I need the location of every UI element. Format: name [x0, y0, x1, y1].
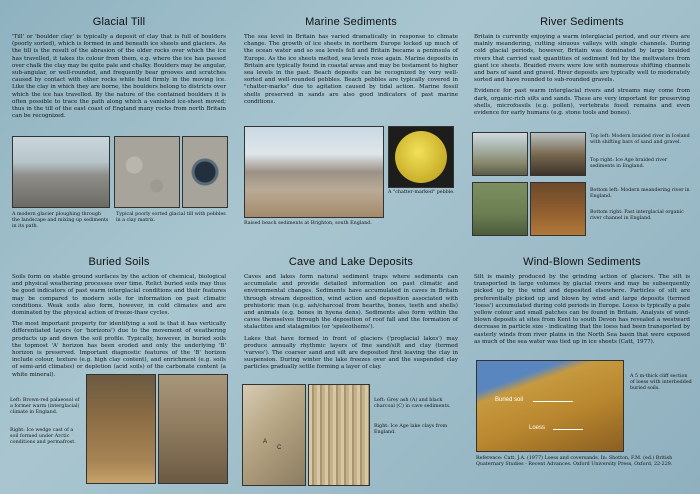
braided-river-photo: [472, 132, 528, 176]
glacier-caption: A modern glacier ploughing through the landscape and mixing up sediments in its path.: [12, 212, 109, 229]
palaeosol-photo: [86, 374, 156, 484]
river-text-1: Britain is currently enjoying a warm interglacial period, and our rivers are mainly meandering, cutting sinuous valleys with single channels. During cold glacial periods, however, Britain was dominated by large braided rivers that carried vast quantities of sediment fed by the meltwaters from giant ice sheets. Braided rivers were low with numerous shifting channels and bars of sand and gravel. River deposits are typically well to moderately sorted and have rounded to sub-rounded gravels.: [474, 34, 690, 84]
glacial-till-panel: [6, 8, 232, 246]
loess-caption: A 5 m-thick cliff section of loess with interbedded buried soils.: [630, 374, 692, 391]
marine-panel: [238, 8, 464, 246]
cave-caption-1: Left: Grey ash (A) and black charcoal (C) in cave sediments.: [374, 398, 451, 409]
cave-caption-2: Right: Ice Age lake clays from England.: [374, 424, 448, 435]
chatter-pebble-photo: [388, 126, 454, 188]
buried-soils-title: Buried Soils: [88, 256, 150, 268]
soil-caption-1: Left: Brown-red palaeosol of a former warm (interglacial) climate in England.: [10, 398, 80, 415]
glacier-photo: [12, 136, 110, 208]
buried-soils-text-2: The most important property for identifying a soil is that it has vertically differentiated layers (or 'horizons') due to the movement of weathering products up and down the soil profile. Typically, however, in buried soils the topmost 'A' horizon has been eroded and only the underlying 'B' horizon is preserved. Important diagnostic features of the 'B' horizon include colour, texture (e.g. high clay content), and enrichment (e.g. soils of semi-arid climates) or depletion (acid soils) of the carbonate content (a white mineral).: [12, 321, 226, 378]
river-caption-2: Top right: Ice Age braided river sediments in England.: [590, 158, 668, 169]
buried-soil-label: Buried soil: [495, 397, 524, 403]
ice-wedge-photo: [158, 374, 228, 484]
till-caption: Typical poorly sorted glacial till with pebbles in a clay matrix.: [116, 212, 226, 223]
cave-sediment-photo: [242, 384, 306, 486]
river-caption-1: Top left: Modern braided river in Iceland with shifting bars of sand and gravel.: [590, 134, 690, 145]
river-title: River Sediments: [540, 16, 624, 28]
loess-cliff-photo: [476, 360, 624, 452]
raised-beach-photo: [244, 126, 384, 218]
buried-soils-panel: [6, 248, 232, 492]
loess-label: Loess: [529, 425, 546, 431]
soil-caption-2: Right: Ice wedge cast of a soil formed under Arctic conditions and permafrost.: [10, 428, 76, 445]
loess-leader: [553, 429, 583, 430]
cave-text-1: Caves and lakes form natural sediment traps where sediments can accumulate and provide detailed information on past climatic and environmental changes. Sediments have accumulated in caves in Britain through stream deposition, wind action and deposition associated with prehistoric man (e.g. ash/charcoal from hearths, bones, teeth and shells) and animals (e.g. bones in hyena dens). Sediments also form within the caves themselves through the deposition of roof fall and the formation of stalactites and stalagmites (or 'speleothems').: [244, 274, 458, 331]
cave-panel: [238, 248, 464, 492]
charcoal-label: C: [277, 445, 282, 451]
marine-text: The sea level in Britain has varied dramatically in response to climate change. The growth of ice sheets in northern Europe locked up much of the ocean water and so sea levels fell and Britain became a peninsula of Europe. As the ice sheets melted, sea levels rose again. Marine deposits in Britain are typically found in coastal areas and may be testament to higher sea levels in the past. Beach deposits can be recognized by very well-sorted and well-rounded pebbles. Beach pebbles are typically covered in "chatter-marks" due to agitation caused by tidal action. Marine fossil shells preserved in sands are also good indicators of past marine conditions.: [244, 34, 458, 105]
glacial-till-text: 'Till' or 'boulder clay' is typically a deposit of clay that is full of boulders (poorly sorted), which is formed in and beneath ice sheets and glaciers. As the till is the result of the abrasion of the older rocks over which the ice has travelled, it takes its colour from them, e.g. where the ice has passed over chalk the clay may be quite pale and chalky. Boulders may be angular, sub-angular, or well-rounded, and frequently bear grooves and scratches caused by contact with other rocks while held firmly in the moving ice. Like the clay in which they are borne, the boulders belong to districts over which the ice has travelled. By the nature of the contained boulders it is often possible to trace the path along which a vanished ice-sheet moved; thus in the till of the east coast of England many rocks from north Britain can be recognized.: [12, 34, 226, 120]
wind-text: Silt is mainly produced by the grinding action of glaciers. The silt is transported in large volumes by glacial rivers and may be subsequently picked up by the wind and deposited elsewhere. Particles of silt are preferentially picked up and blown by wind and large deposits (termed 'loess') accumulated during cold periods in Europe. Loess is typically a pale yellow colour and small patches can be found in Britain. Analysis of wind-blown deposits at sites from Kent to south Devon has revealed a westward decrease in particle size - indicating that the loess had been transported by easterly winds from river plains in the North Sea basin that were exposed as much of the sea water was tied up in ice sheets (Catt, 1977).: [474, 274, 690, 345]
cave-text-2: Lakes that have formed in front of glaciers ('proglacial lakes') may produce annually rhythmic layers of fine sand/silt and clay (termed 'varves'). The coarser sand and silt are deposited first leaving the clay in suspension. During winter the lake freezes over and the suspended clay particles gradually settle forming a layer of clay.: [244, 335, 458, 371]
river-caption-4: Bottom right: Past interglacial organic river channel in England.: [590, 210, 684, 221]
cave-title: Cave and Lake Deposits: [288, 256, 414, 268]
ash-label: A: [263, 439, 268, 445]
wind-title: Wind-Blown Sediments: [523, 256, 641, 268]
reference: Reference: Catt, J.A. (1977) Loess and coversands. In: Shotton, F.M. (ed.) British Quaternary Studies - Recent Advances. Oxford University Press, Oxford, 22-229.: [476, 456, 673, 467]
organic-channel-photo: [530, 182, 586, 236]
till-closeup-photo: [182, 136, 228, 208]
meandering-river-photo: [472, 182, 528, 236]
till-pebbles-photo: [114, 136, 180, 208]
ice-age-river-photo: [530, 132, 586, 176]
river-caption-3: Bottom left: Modern meandering river in England.: [590, 188, 690, 199]
buried-soil-leader: [533, 401, 573, 402]
river-panel: [468, 8, 696, 246]
glacial-till-title: Glacial Till: [92, 16, 146, 28]
river-text-2: Evidence for past warm interglacial rivers and streams may come from dark, organic-rich silts and sands. These are very important for preserving shells, microfossils (e.g. pollen), vertebrate fossil remains and even evidence for early humans (e.g. stone tools and bones).: [474, 88, 690, 117]
marine-title: Marine Sediments: [305, 16, 397, 28]
beach-caption: Raised beach sediments at Brighton, south England.: [244, 221, 372, 226]
pebble-caption: A "chatter-marked" pebble.: [388, 190, 455, 195]
lake-clay-photo: [308, 384, 370, 486]
buried-soils-text-1: Soils form on stable ground surfaces by the action of chemical, biological and physical weathering processes over time. Relict buried soils may thus be good indicators of past warm interglacial conditions and their features may be compared to modern soils for information on past climatic conditions. Weak soils also form, however, in cold climates and are dominated by the physical action of freeze-thaw cycles.: [12, 274, 226, 317]
wind-panel: [468, 248, 696, 492]
